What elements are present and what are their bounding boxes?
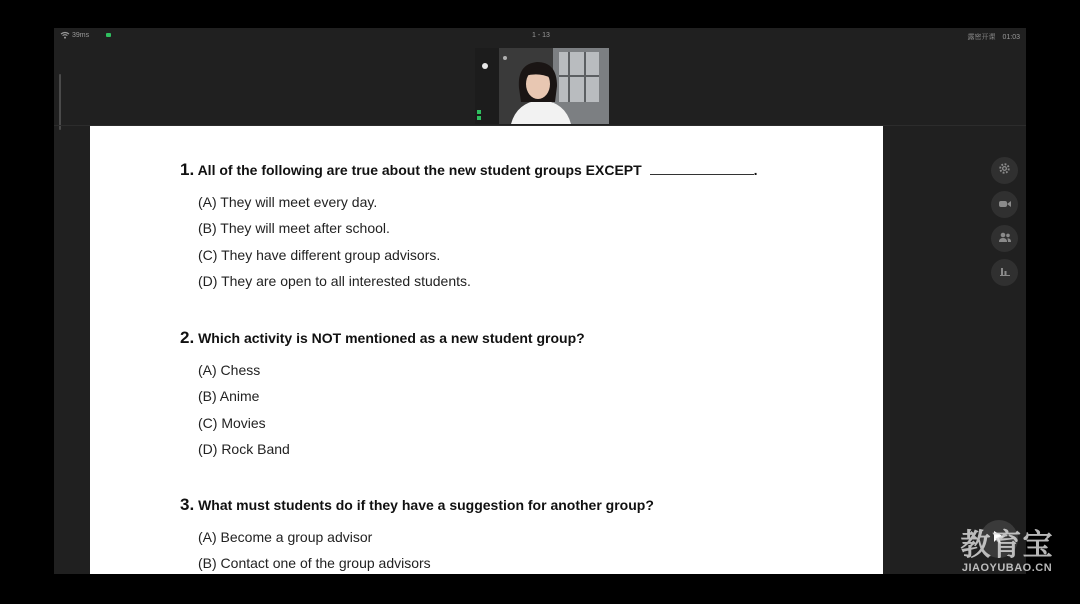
option: (D) They are open to all interested students. — [198, 273, 471, 289]
wifi-icon — [60, 31, 70, 41]
status-right — [968, 32, 1020, 42]
signal-indicator-icon — [106, 33, 111, 37]
page-indicator: 1 - 13 — [532, 32, 550, 39]
option: (C) They have different group advisors. — [198, 247, 441, 263]
question-text: All of the following are true about the new student groups EXCEPT — [197, 162, 642, 178]
question-number: 3. — [180, 495, 195, 514]
watermark-logo — [948, 530, 1066, 574]
teacher-video-feed[interactable] — [475, 48, 609, 124]
settings-button[interactable] — [991, 157, 1018, 184]
status-bar — [54, 28, 1026, 44]
side-drawer-handle[interactable] — [59, 74, 61, 130]
statistics-button[interactable] — [991, 259, 1018, 286]
time-label: 01:03 — [1002, 34, 1020, 41]
option: (B) Contact one of the group advisors — [198, 555, 431, 571]
question-number: 1. — [180, 160, 195, 179]
question-end: . — [753, 162, 758, 178]
watermark-domain: JIAOYUBAO.CN — [961, 562, 1053, 574]
option: (C) Movies — [198, 415, 266, 431]
question-1 — [180, 160, 757, 180]
answer-blank — [650, 164, 754, 175]
course-status-label: 露密开课 — [967, 34, 996, 41]
question-number: 2. — [180, 328, 195, 347]
option: (B) Anime — [198, 388, 260, 404]
classroom-window — [54, 28, 1026, 574]
option: (A) Chess — [198, 362, 261, 378]
camera-button[interactable] — [991, 191, 1018, 218]
participants-button[interactable] — [991, 225, 1018, 252]
question-2 — [180, 328, 585, 348]
option: (B) They will meet after school. — [198, 220, 390, 236]
document-page — [90, 126, 883, 574]
gear-icon — [998, 162, 1011, 180]
watermark-chinese: 教育宝 — [960, 529, 1054, 562]
question-text: What must students do if they have a suggestion for another group? — [198, 497, 654, 513]
option: (A) They will meet every day. — [198, 194, 378, 210]
users-icon — [998, 230, 1012, 248]
network-latency: 39ms — [72, 32, 90, 39]
camera-icon — [998, 196, 1012, 214]
question-3 — [180, 495, 654, 515]
question-text: Which activity is NOT mentioned as a new student group? — [198, 330, 585, 346]
option: (D) Rock Band — [198, 441, 290, 457]
option: (A) Become a group advisor — [198, 529, 373, 545]
chart-icon — [999, 264, 1011, 282]
